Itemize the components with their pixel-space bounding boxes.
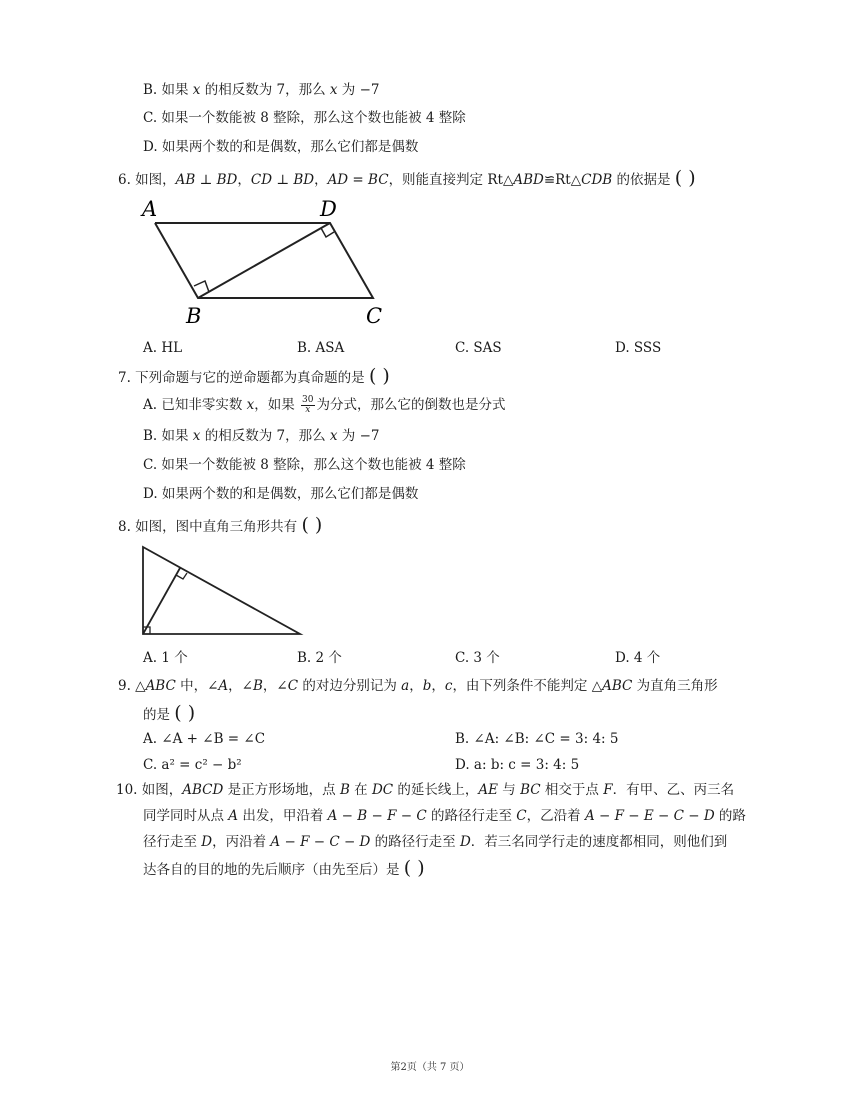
q6-option-c: C. SAS (455, 340, 502, 356)
q8-altitude (143, 568, 180, 634)
q6-label-c: C (366, 304, 383, 328)
page-footer: 第2页（共 7 页） (390, 1062, 470, 1073)
q8-option-d: D. 4 个 (615, 650, 661, 666)
q9-option-c: C. a² = c² − b² (143, 757, 242, 773)
q9-option-b: B. ∠A: ∠B: ∠C = 3: 4: 5 (455, 731, 619, 747)
q9-option-a: A. ∠A + ∠B = ∠C (143, 731, 266, 747)
q10-answer-blank: ( ) (403, 857, 425, 879)
q8-figure (135, 540, 310, 640)
q9-stem-line1: 9. △ABC 中，∠A，∠B，∠C 的对边分别记为 a，b，c，由下列条件不能判定 △ABC 为直角三角形 (118, 678, 718, 694)
q10-line1: 10. 如图，ABCD 是正方形场地，点 B 在 DC 的延长线上，AE 与 BC 相交于点 F．有甲、乙、丙三名 (116, 782, 735, 798)
q5-option-c: C. 如果一个数能被 8 整除，那么这个数也能被 4 整除 (143, 110, 466, 126)
q6-figure (130, 190, 400, 330)
q9-answer-blank: ( ) (174, 702, 196, 724)
q6-answer-blank: ( ) (674, 167, 696, 189)
q7-option-b: B. 如果 x 的相反数为 7，那么 x 为 −7 (143, 428, 380, 444)
q6-right-angle-d (321, 228, 334, 237)
q7-fraction: $\frac{30}{x}$ (302, 395, 314, 415)
q7-option-d: D. 如果两个数的和是偶数，那么它们都是偶数 (143, 486, 419, 502)
q5-option-b: B. 如果 x 的相反数为 7，那么 x 为 −7 (143, 82, 380, 98)
q8-stem: 8. 如图，图中直角三角形共有 ( ) (118, 514, 323, 536)
q6-label-a: A (142, 197, 158, 221)
q9-option-d: D. a: b: c = 3: 4: 5 (455, 757, 580, 773)
q8-option-b: B. 2 个 (297, 650, 342, 666)
q5-option-d: D. 如果两个数的和是偶数，那么它们都是偶数 (143, 139, 419, 155)
q7-stem: 7. 下列命题与它的逆命题都为真命题的是 ( ) (118, 365, 390, 387)
q6-diagonal-bd (198, 223, 330, 298)
q10-line4: 达各自的目的地的先后顺序（由先至后）是 ( ) (143, 857, 425, 879)
q6-option-b: B. ASA (297, 340, 345, 356)
q7-option-c: C. 如果一个数能被 8 整除，那么这个数也能被 4 整除 (143, 457, 466, 473)
q8-answer-blank: ( ) (301, 514, 323, 536)
q10-line3: 径行走至 D，丙沿着 A − F − C − D 的路径行走至 D．若三名同学行走的速度都相同，则他们到 (143, 834, 728, 850)
q8-option-c: C. 3 个 (455, 650, 500, 666)
q10-line2: 同学同时从点 A 出发，甲沿着 A − B − F − C 的路径行走至 C，乙沿着 A − F − E − C − D 的路 (143, 808, 746, 824)
q6-option-d: D. SSS (615, 340, 662, 356)
q6-stem: 6. 如图，AB ⊥ BD，CD ⊥ BD，AD = BC，则能直接判定 Rt△ABD≌Rt△CDB 的依据是 ( ) (118, 167, 696, 189)
q6-label-d: D (320, 197, 337, 221)
q9-stem-line2: 的是 ( ) (143, 702, 196, 724)
q7-option-a: A. 已知非零实数 x，如果 $\frac{30}{x}$ 为分式，那么它的倒数也是分式 (143, 395, 506, 415)
q6-label-b: B (186, 304, 202, 328)
q7-answer-blank: ( ) (368, 365, 390, 387)
q6-option-a: A. HL (143, 340, 183, 356)
q8-option-a: A. 1 个 (143, 650, 188, 666)
q6-right-angle-b (194, 281, 209, 292)
